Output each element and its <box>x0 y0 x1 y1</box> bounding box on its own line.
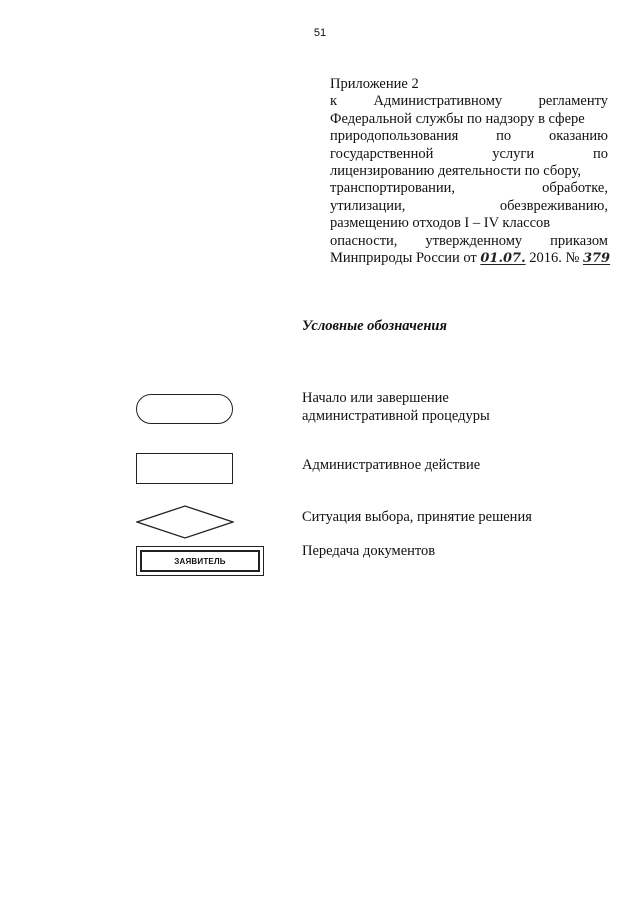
appendix-line-4: государственной услуги по <box>330 145 608 162</box>
appendix-line-10 <box>330 250 611 267</box>
appendix-line-8: размещению отходов I – IV классов <box>330 215 551 232</box>
appendix-line-2: Федеральной службы по надзору в сфере <box>330 110 585 127</box>
decision-diamond-shape <box>136 505 234 539</box>
appendix-line-9: опасности, утвержденному приказом <box>330 232 608 249</box>
order-year: 2016. № <box>525 250 583 267</box>
legend-text-start-end: Начало или завершение административной процедуры <box>302 390 490 424</box>
legend-text-transfer: Передача документов <box>302 543 436 559</box>
appendix-line-7: утилизации, обезвреживанию, <box>330 197 608 214</box>
order-prefix: Минприроды России от <box>330 250 481 267</box>
terminator-shape <box>136 394 233 424</box>
appendix-title: Приложение 2 <box>330 76 419 92</box>
handwritten-date: 01.07. <box>480 251 526 267</box>
handwritten-order-number: 379 <box>582 251 611 267</box>
appendix-line-5: лицензированию деятельности по сбору, <box>330 163 581 180</box>
appendix-line-3: природопользования по оказанию <box>330 128 608 145</box>
appendix-header <box>330 76 611 267</box>
legend-text-decision: Ситуация выбора, принятие решения <box>302 509 532 525</box>
applicant-label: ЗАЯВИТЕЛЬ <box>140 550 260 572</box>
legend-text-action: Административное действие <box>302 457 481 473</box>
legend-title: Условные обозначения <box>302 318 447 334</box>
appendix-line-6: транспортировании, обработке, <box>330 180 608 197</box>
action-rectangle-shape <box>136 453 233 484</box>
document-transfer-shape <box>136 546 264 576</box>
appendix-line-1: к Административному регламенту <box>330 93 608 110</box>
page-number: 51 <box>313 27 327 39</box>
